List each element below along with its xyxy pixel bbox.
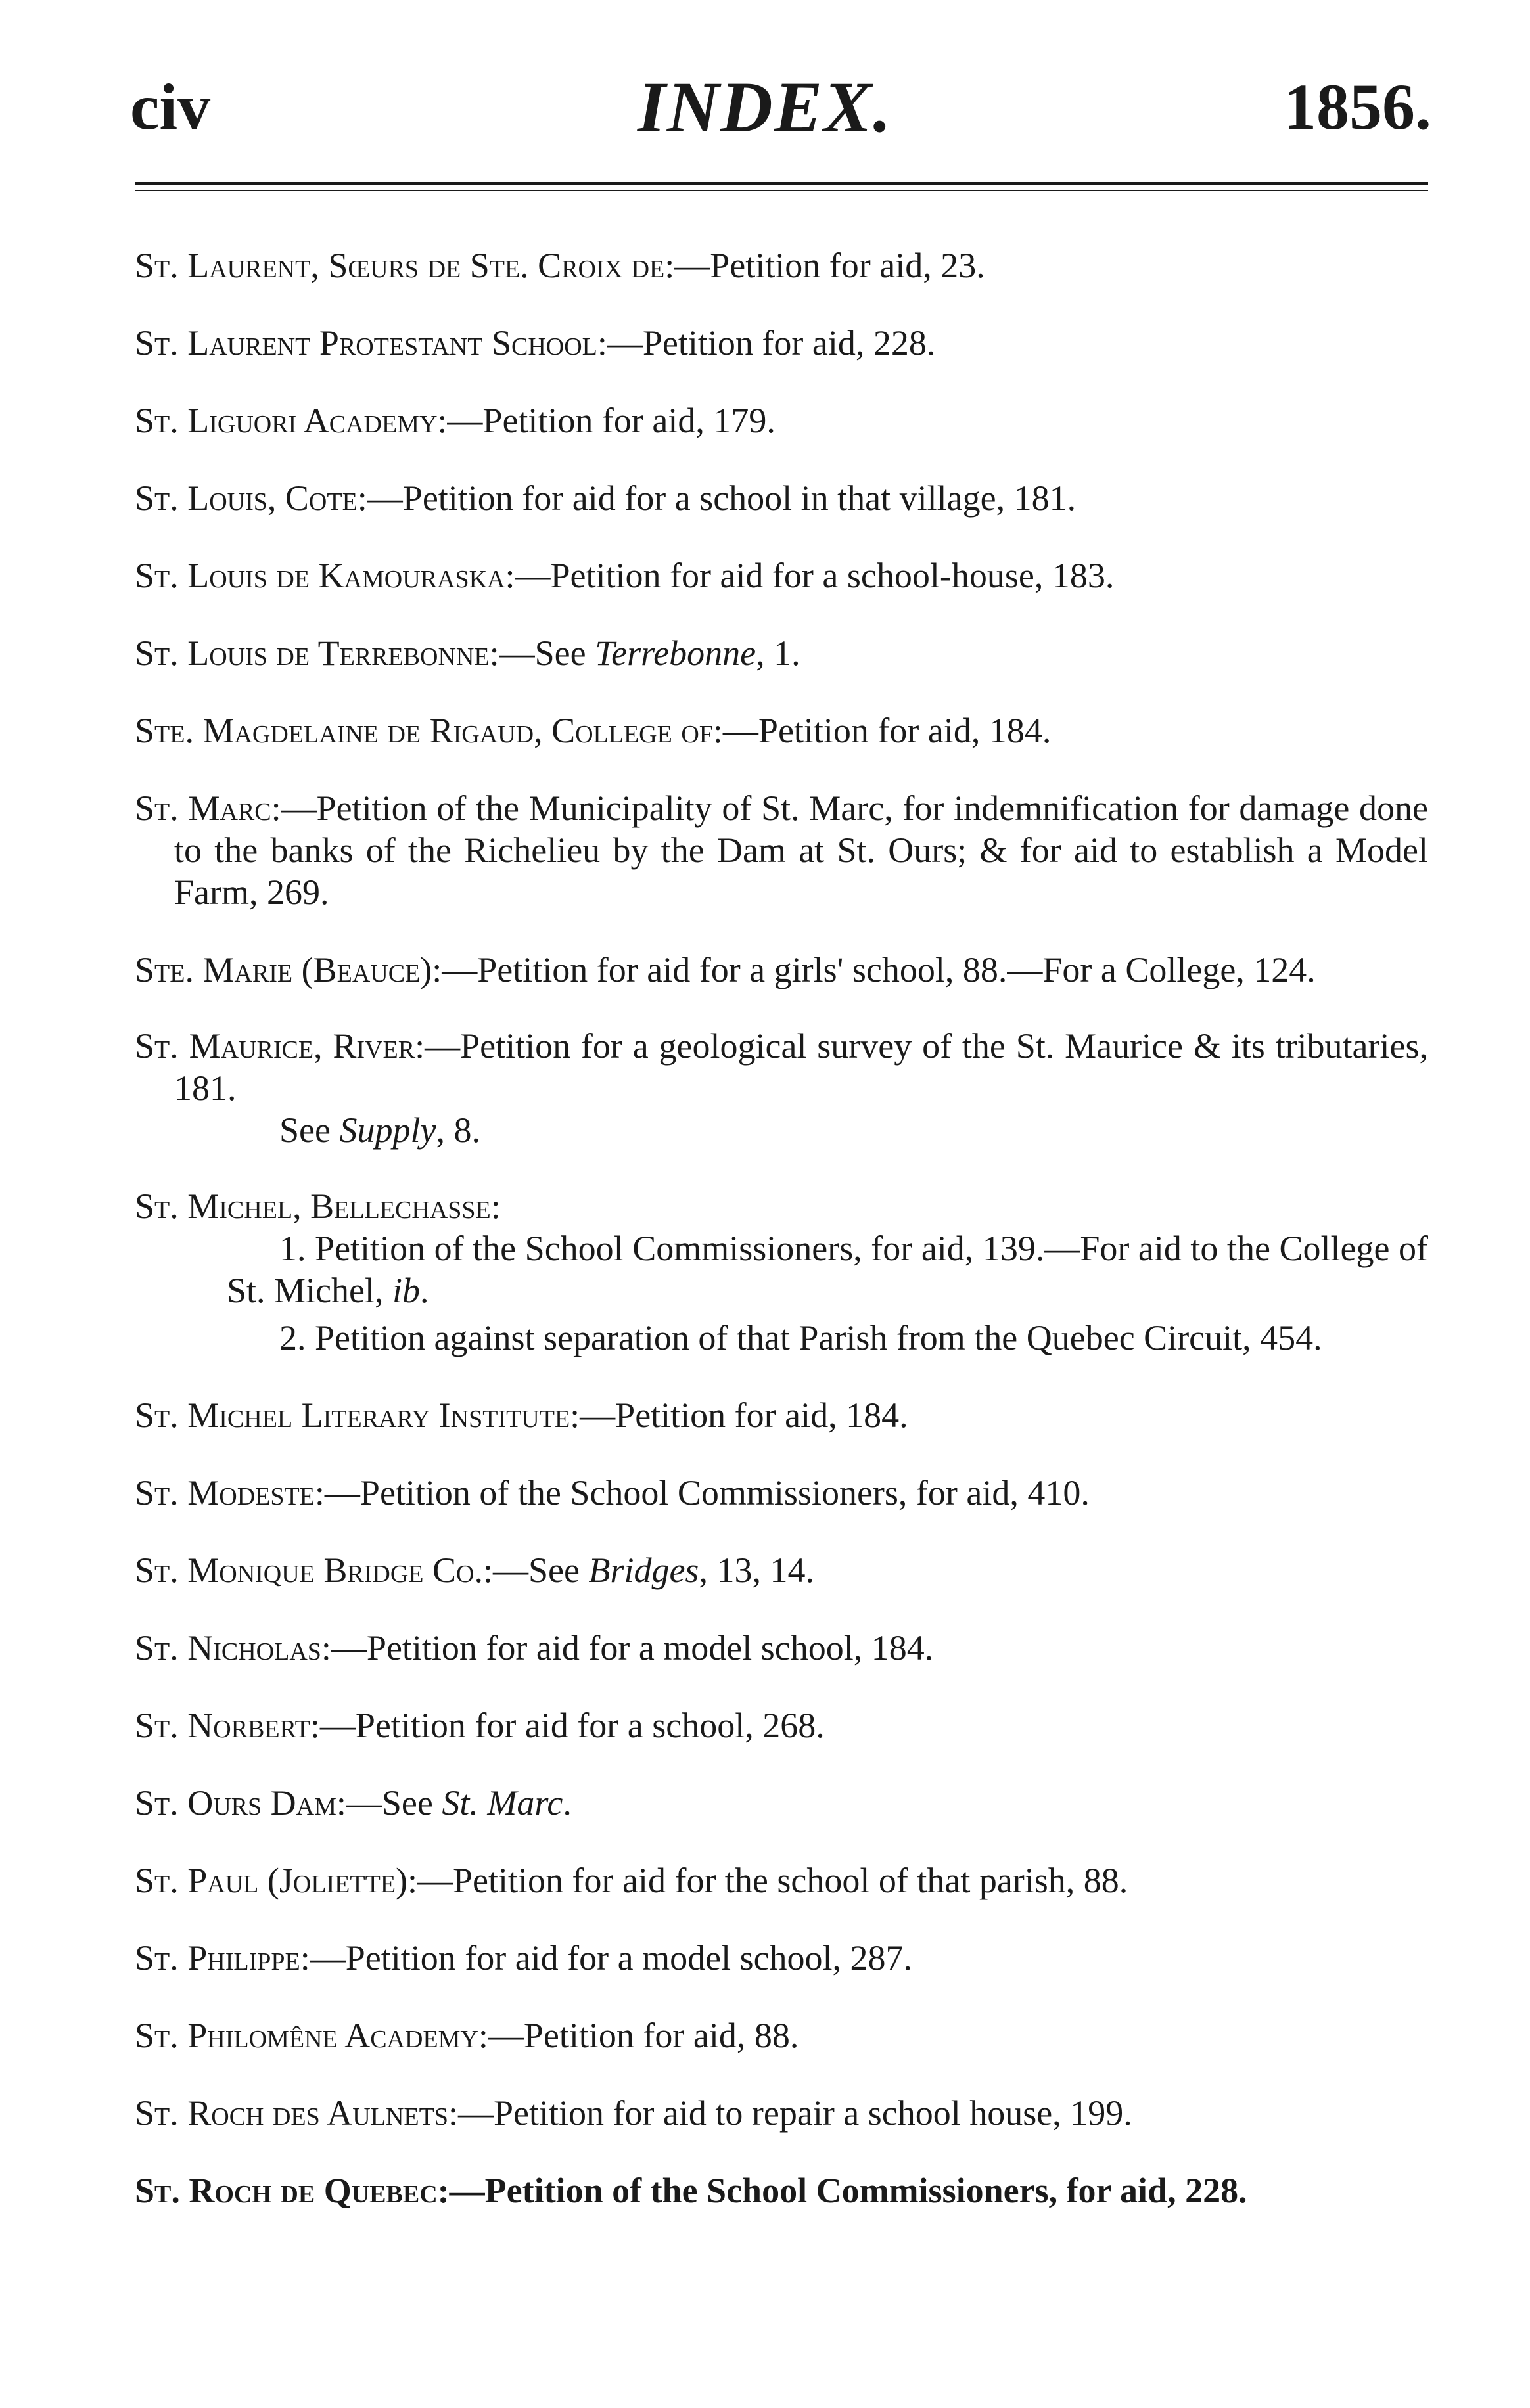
index-entry	[135, 1782, 1428, 1824]
index-entry	[135, 2092, 1428, 2134]
page-title: INDEX.	[638, 67, 892, 147]
entry-text: :	[490, 1187, 501, 1226]
entry-text: :—See	[336, 1783, 442, 1823]
entry-heading: St. Maurice, River	[135, 1026, 415, 1066]
index-entry	[135, 632, 1428, 674]
see-label: See	[279, 1110, 340, 1150]
entry-text: :—Petition for aid, 184.	[570, 1396, 908, 1435]
entry-text: :—Petition for aid, 88.	[478, 2016, 799, 2055]
entry-heading: St. Roch de Quebec	[135, 2171, 438, 2210]
entry-text: :—Petition of the Municipality of St. Marc, for indemnification for damage done to the banks of the Richelieu by the Dam at St. Ours; & for aid to establish a Model Farm, 269.	[174, 788, 1428, 912]
entry-text: :—Petition for aid for a model school, 287.	[300, 1938, 913, 1978]
entry-heading: St. Monique Bridge Co.	[135, 1551, 483, 1590]
entry-text: :—See	[482, 1551, 589, 1590]
entry-text: :—See	[489, 633, 595, 673]
entry-text-suffix: .	[420, 1271, 429, 1310]
index-entry	[135, 322, 1428, 364]
entry-text: :—Petition for aid, 23.	[664, 246, 985, 285]
index-entry	[135, 1859, 1428, 1901]
entry-heading: St. Laurent Protestant School	[135, 323, 597, 363]
header-rule-thick	[135, 182, 1428, 185]
index-entry	[135, 710, 1428, 752]
index-entry	[135, 1472, 1428, 1514]
entry-heading: St. Paul (Joliette)	[135, 1861, 408, 1900]
entry-text: :—Petition for aid, 184.	[712, 711, 1052, 750]
entry-heading: St. Laurent, Sœurs de Ste. Croix de	[135, 246, 665, 285]
entry-heading: St. Marc	[135, 788, 271, 828]
entry-text-suffix: , 1.	[756, 633, 800, 673]
entry-text: :—Petition for aid for a model school, 184.	[321, 1628, 934, 1668]
entry-text: :—Petition of the School Commissioners, for aid, 228.	[437, 2171, 1247, 2210]
entry-heading: St. Louis, Cote	[135, 478, 358, 518]
entry-text: :—Petition of the School Commissioners, for aid, 410.	[314, 1473, 1090, 1512]
entry-heading: St. Michel Literary Institute	[135, 1396, 570, 1435]
entry-text: :—Petition for aid, 179.	[437, 401, 776, 440]
entry-cross-reference: Supply	[339, 1110, 436, 1150]
entry-heading: St. Philomêne Academy	[135, 2016, 478, 2055]
index-entry	[135, 399, 1428, 442]
entry-heading: St. Modeste	[135, 1473, 315, 1512]
entry-text: :—Petition for aid for the school of that parish, 88.	[407, 1861, 1128, 1900]
entry-cross-reference: St. Marc	[442, 1783, 563, 1823]
index-entry	[135, 477, 1428, 519]
entry-heading: St. Liguori Academy	[135, 401, 438, 440]
page-year: 1856.	[1284, 70, 1431, 143]
entry-text: :—Petition for aid for a school, 268.	[310, 1706, 825, 1745]
entry-text-suffix: , 8.	[436, 1110, 480, 1150]
entry-text: :—Petition for aid for a school in that village, 181.	[357, 478, 1077, 518]
index-entry	[135, 1025, 1428, 1151]
entry-cross-reference: Terrebonne	[595, 633, 756, 673]
entry-text-suffix: .	[563, 1783, 572, 1823]
page-number: civ	[130, 70, 211, 143]
index-entry	[135, 1937, 1428, 1979]
index-entry	[135, 244, 1428, 286]
entry-text: :—Petition for aid, 228.	[597, 323, 936, 363]
entry-text: :—Petition for aid to repair a school house, 199.	[448, 2093, 1132, 2133]
entry-heading: St. Nicholas	[135, 1628, 321, 1668]
index-entry	[135, 1185, 1428, 1359]
index-entry	[135, 2014, 1428, 2056]
index-entry	[135, 1394, 1428, 1436]
entry-text-suffix: , 13, 14.	[699, 1551, 814, 1590]
entry-heading: St. Norbert	[135, 1706, 310, 1745]
entry-heading: St. Philippe	[135, 1938, 300, 1978]
index-entry	[135, 2169, 1428, 2212]
entry-heading: St. Roch des Aulnets	[135, 2093, 448, 2133]
entry-heading: St. Louis de Terrebonne	[135, 633, 490, 673]
entry-subitem	[174, 1227, 1428, 1311]
entry-text: :—Petition for aid for a girls' school, 88.—For a College, 124.	[432, 950, 1316, 989]
index-entry	[135, 1549, 1428, 1591]
entry-heading: St. Louis de Kamouraska	[135, 556, 505, 595]
entry-heading: Ste. Magdelaine de Rigaud, College of	[135, 711, 713, 750]
entry-text: :—Petition for a geological survey of the St. Maurice & its tributaries, 181.	[174, 1026, 1428, 1108]
index-entry	[135, 1704, 1428, 1746]
subitem-text: 1. Petition of the School Commissioners, for aid, 139.—For aid to the College of St. Michel,	[227, 1229, 1428, 1310]
index-entry	[135, 1627, 1428, 1669]
entry-cross-reference: ib	[392, 1271, 421, 1310]
index-entries	[135, 209, 1428, 2246]
index-entry	[135, 949, 1428, 991]
index-entry	[135, 787, 1428, 913]
entry-cross-reference: Bridges	[588, 1551, 699, 1590]
entry-heading: Ste. Marie (Beauce)	[135, 950, 432, 989]
entry-subitem: 2. Petition against separation of that Parish from the Quebec Circuit, 454.	[279, 1318, 1322, 1357]
entry-heading: St. Ours Dam	[135, 1783, 336, 1823]
header-rule-thin	[135, 190, 1428, 191]
entry-text: :—Petition for aid for a school-house, 183.	[505, 556, 1115, 595]
index-entry	[135, 555, 1428, 597]
entry-see-also	[174, 1109, 1428, 1151]
entry-heading: St. Michel, Bellechasse	[135, 1187, 491, 1226]
